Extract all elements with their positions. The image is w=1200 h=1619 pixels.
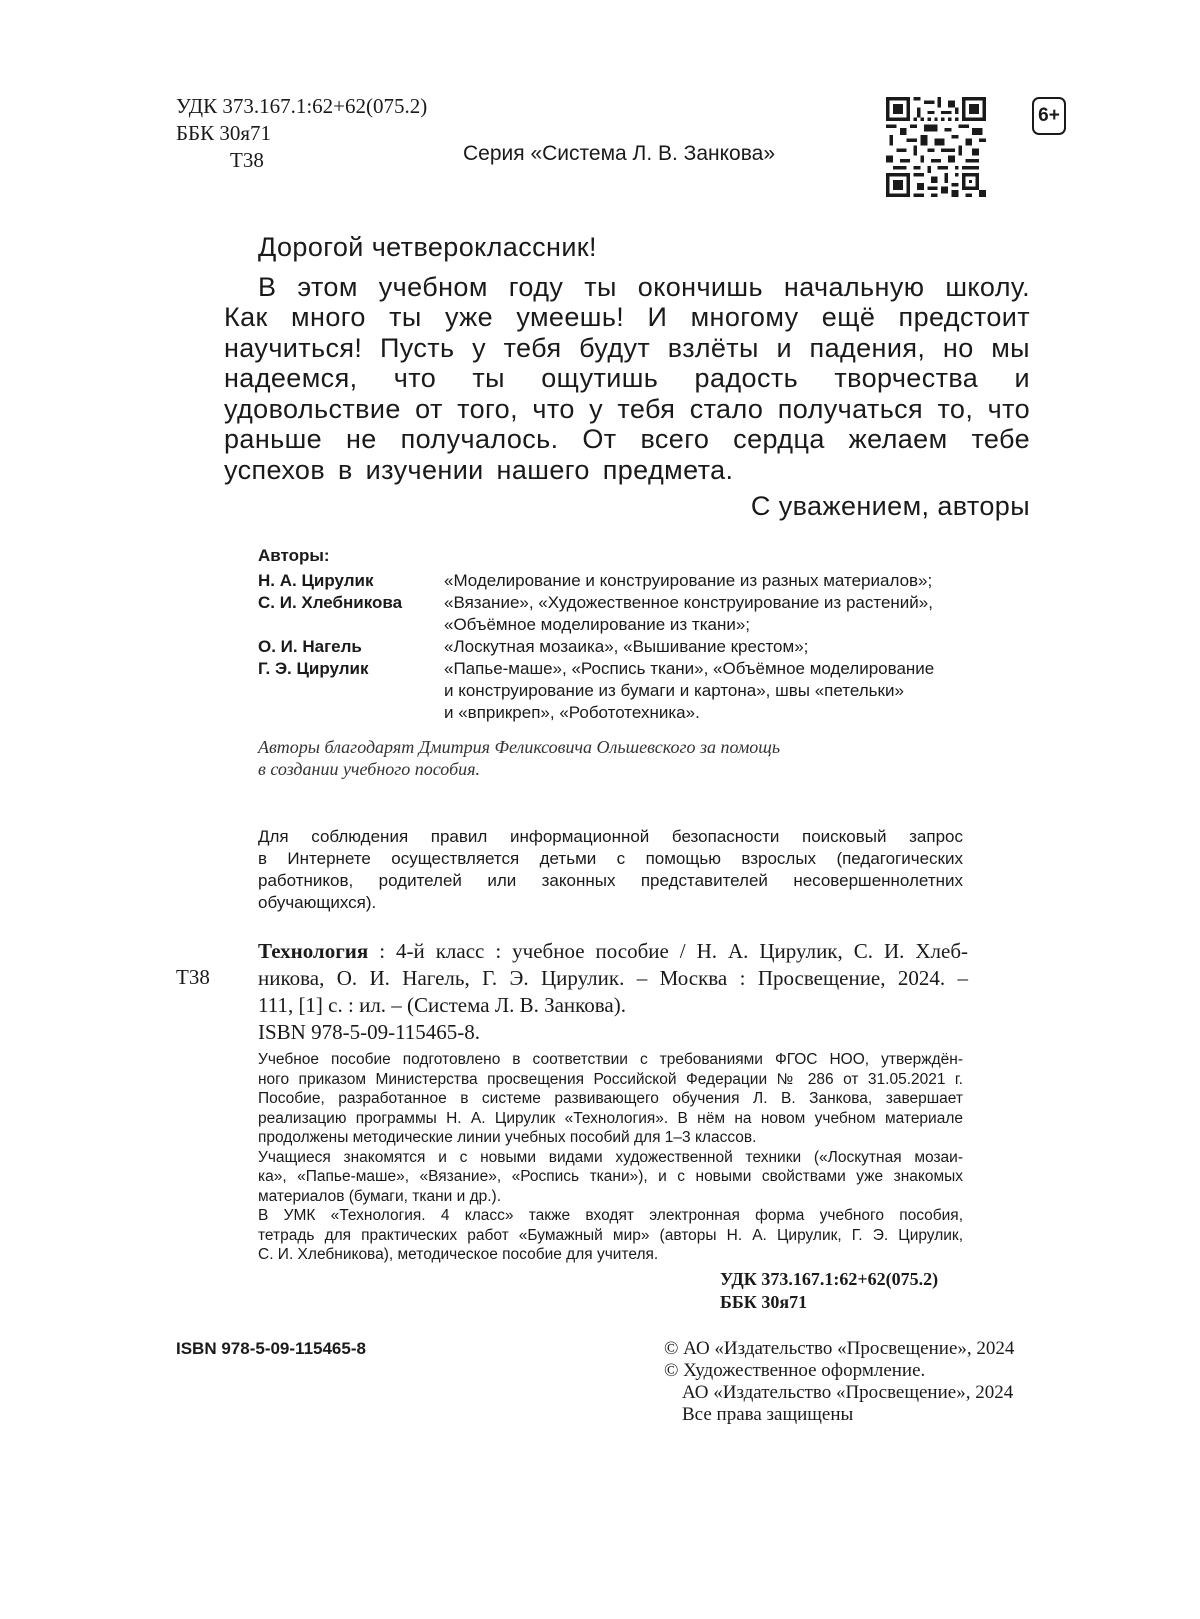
classification-footer (720, 1268, 938, 1314)
author-name: С. И. Хлебникова (258, 593, 403, 612)
author-contribution (444, 570, 1018, 592)
udk-code: УДК 373.167.1:62+62(075.2) (176, 94, 428, 118)
biblio-line: никова, О. И. Нагель, Г. Э. Цирулик. – Москва : Просвещение, 2024. – (258, 966, 968, 990)
isbn: ISBN 978-5-09-115465-8 (176, 1339, 366, 1358)
contribution-line: «Папье-маше», «Роспись ткани», «Объёмное моделирование (444, 659, 935, 678)
qr-code-icon[interactable] (886, 97, 986, 197)
biblio-isbn: ISBN 978-5-09-115465-8. (258, 1020, 481, 1044)
bbk-code: ББК 30я71 (176, 121, 272, 145)
annotation-line: тетрадь для практических работ «Бумажный мир» (авторы Н. А. Цирулик, Г. Э. Цирулик, (258, 1226, 963, 1244)
author-contribution (444, 636, 1018, 658)
biblio-line (258, 938, 968, 965)
authors-title: Авторы: (258, 546, 330, 565)
acknowledgement-line: Авторы благодарят Дмитрия Феликсовича Ольшевского за помощь (258, 737, 781, 757)
biblio-line: 111, [1] с. : ил. – (Система Л. В. Занкова). (258, 993, 626, 1017)
annotation-line: В УМК «Технология. 4 класс» также входят электронная форма учебного пособия, (258, 1207, 963, 1224)
contribution-line: и «вприкреп», «Робототехника». (444, 703, 700, 722)
book-title: Технология (258, 939, 369, 963)
annotation-line: Учебное пособие подготовлено в соответствии с требованиями ФГОС НОО, утверждён- (258, 1051, 963, 1068)
annotation-line: материалов (бумаги, ткани и др.). (258, 1187, 502, 1205)
author-row (258, 592, 1018, 636)
author-contribution (444, 592, 1018, 636)
biblio-text: : 4-й класс : учебное пособие / Н. А. Цирулик, С. И. Хлеб- (368, 939, 968, 963)
letter-body: В этом учебном году ты окончишь начальную школу. Как много ты уже умеешь! И многому ещё предстоит научиться! Пусть у тебя будут взлёты и падения, но мы надеемся, что ты ощутишь радость творчества и удовольствие от того, что у тебя стало получаться то, что раньше не получалось. От всего сердца желаем тебе успехов в изучении нашего предмета. (224, 271, 1030, 485)
letter-to-student (224, 232, 1030, 522)
classification-header (176, 93, 427, 174)
age-rating-badge: 6+ (1032, 97, 1066, 135)
contribution-line: «Лоскутная мозаика», «Вышивание крестом»; (444, 637, 809, 656)
copyright-line: © АО «Издательство «Просвещение», 2024 (664, 1338, 1015, 1359)
contribution-line: «Вязание», «Художественное конструирование из растений», (444, 593, 933, 612)
annotation-line: Пособие, разработанное в системе развивающего обучения Л. В. Занкова, завершает (258, 1090, 963, 1107)
bbk-code: ББК 30я71 (720, 1292, 808, 1312)
author-row (258, 658, 1018, 724)
annotation-line: ного приказом Министерства просвещения Российской Федерации № 286 от 31.05.2021 г. (258, 1070, 963, 1088)
copyright-block (664, 1338, 1014, 1426)
copyright-line: Все права защищены (682, 1404, 854, 1425)
series-title: Серия «Система Л. В. Занкова» (463, 142, 776, 165)
notice-line: обучающихся). (258, 893, 377, 912)
notice-line: работников, родителей или законных представителей несовершеннолетних (258, 871, 963, 890)
copyright-line: © Художественное оформление. (664, 1360, 926, 1381)
notice-line: Для соблюдения правил информационной безопасности поисковый запрос (258, 827, 963, 846)
udk-code: УДК 373.167.1:62+62(075.2) (720, 1269, 939, 1289)
copyright-line: АО «Издательство «Просвещение», 2024 (682, 1382, 1014, 1403)
contribution-line: «Моделирование и конструирование из разных материалов»; (444, 571, 933, 590)
annotation-line: С. И. Хлебникова), методическое пособие для учителя. (258, 1246, 659, 1263)
authors-block (258, 545, 1018, 724)
annotation-line: ка», «Папье-маше», «Вязание», «Роспись ткани»), и с новыми свойствами уже знакомых (258, 1168, 963, 1185)
annotation-line: продолжены методические линии учебных пособий для 1–3 классов. (258, 1129, 757, 1146)
author-name: Н. А. Цирулик (258, 571, 374, 590)
letter-signature: С уважением, авторы (750, 491, 1030, 521)
author-sign: Т38 (230, 148, 264, 172)
annotation (258, 1050, 963, 1265)
author-row (258, 636, 1018, 658)
contribution-line: и конструирование из бумаги и картона», швы «петельки» (444, 681, 904, 700)
letter-greeting: Дорогой четвероклассник! (258, 232, 597, 262)
notice-line: в Интернете осуществляется детьми с помощью взрослых (педагогических (258, 849, 963, 868)
author-name: Г. Э. Цирулик (258, 659, 369, 678)
author-name: О. И. Нагель (258, 637, 362, 656)
author-row (258, 570, 1018, 592)
contribution-line: «Объёмное моделирование из ткани»; (444, 615, 751, 634)
acknowledgement (258, 736, 978, 780)
annotation-line: реализацию программы Н. А. Цирулик «Технология». В нём на новом учебном материале (258, 1109, 963, 1127)
internet-safety-notice (258, 826, 963, 914)
bibliographic-record (258, 938, 968, 1046)
author-sign-margin: Т38 (176, 965, 210, 989)
author-contribution (444, 658, 1018, 724)
annotation-line: Учащиеся знакомятся и с новыми видами художественной техники («Лоскутная мозаи- (258, 1148, 963, 1166)
acknowledgement-line: в создании учебного пособия. (258, 759, 480, 779)
